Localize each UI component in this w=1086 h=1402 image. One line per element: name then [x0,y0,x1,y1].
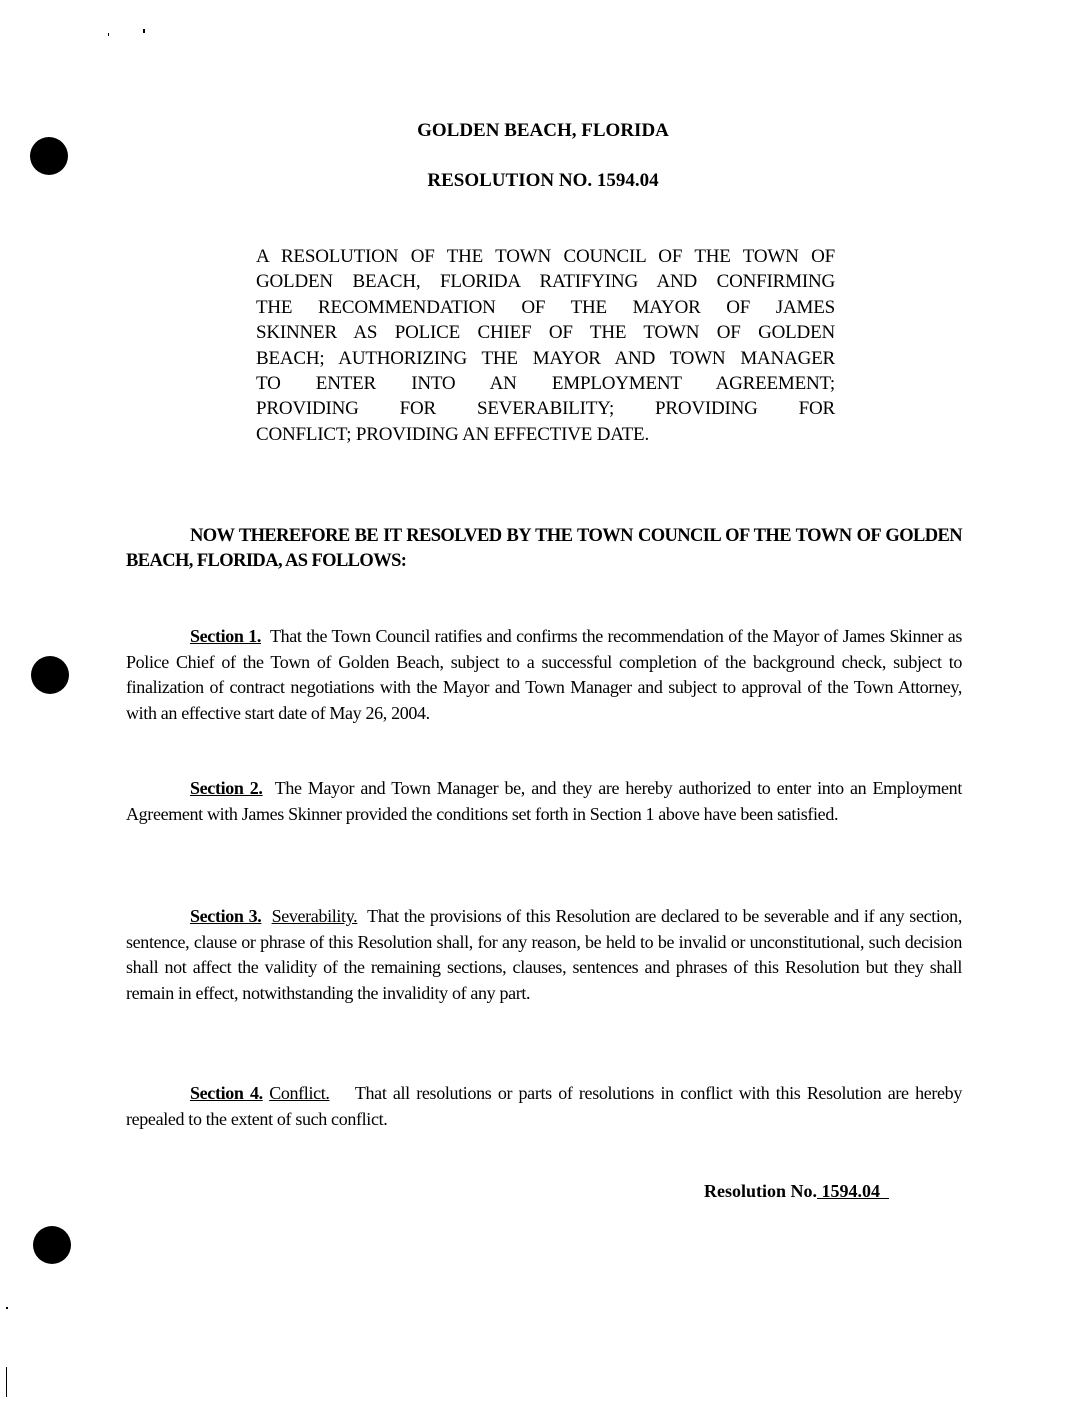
section-label: Section 1. [190,626,261,646]
resolved-clause-text: NOW THEREFORE BE IT RESOLVED BY THE TOWN COUNCIL OF THE TOWN OF GOLDEN BEACH, FLORIDA, AS FOLLOWS: [126,526,962,571]
section-2 [126,776,962,827]
resolved-clause [126,524,962,574]
section-body: That the Town Council ratifies and confirms the recommendation of the Mayor of James Skinner as Police Chief of the Town of Golden Beach, subject to a successful completion of the background check, subject to finalization of contract negotiations with the Mayor and Town Manager and subject to approval of the Town Attorney, with an effective start date of May 26, 2004. [126,626,962,723]
section-4 [126,1081,962,1132]
section-body: The Mayor and Town Manager be, and they are hereby authorized to enter into an Employment Agreement with James Skinner provided the conditions set forth in Section 1 above have been satisfied. [126,778,962,824]
footer-label: Resolution No. [704,1181,818,1201]
section-body: That the provisions of this Resolution are declared to be severable and if any section, sentence, clause or phrase of this Resolution shall, for any reason, be held to be invalid or unconstitutional, such decision shall not affect the validity of the remaining sections, clauses, sentences and phrases of this Resolution but they shall remain in effect, notwithstanding the invalidity of any part. [126,906,962,1003]
summary-line: THE RECOMMENDATION OF THE MAYOR OF JAMES [256,296,835,318]
municipality-heading: GOLDEN BEACH, FLORIDA [417,120,669,141]
scan-speck [6,1367,7,1397]
section-subtitle: Conflict. [269,1083,330,1103]
punch-hole [33,1226,71,1264]
summary-line: GOLDEN BEACH, FLORIDA RATIFYING AND CONFIRMING [256,271,835,293]
summary-line: SKINNER AS POLICE CHIEF OF THE TOWN OF GOLDEN [256,322,835,344]
section-label: Section 2. [190,778,263,798]
summary-line: CONFLICT; PROVIDING AN EFFECTIVE DATE. [256,423,649,445]
summary-line: BEACH; AUTHORIZING THE MAYOR AND TOWN MANAGER [256,347,835,369]
section-subtitle: Severability. [271,906,358,926]
summary-line: TO ENTER INTO AN EMPLOYMENT AGREEMENT; [256,373,835,395]
section-1 [126,624,962,726]
summary-line: A RESOLUTION OF THE TOWN COUNCIL OF THE TOWN OF [256,246,835,267]
section-body: That all resolutions or parts of resolutions in conflict with this Resolution are hereby repealed to the extent of such conflict. [126,1083,962,1129]
punch-hole [31,656,69,694]
resolution-number-heading: RESOLUTION NO. 1594.04 [427,170,659,191]
scan-speck [108,33,109,36]
section-label: Section 3. [190,906,262,926]
section-label: Section 4. [190,1083,263,1103]
summary-line: PROVIDING FOR SEVERABILITY; PROVIDING FOR [256,398,835,420]
scan-speck [143,29,145,33]
resolution-summary [256,244,835,447]
footer-resolution-number [704,1181,889,1202]
scan-speck [6,1307,8,1309]
footer-number: 1594.04 [817,1181,890,1201]
section-3 [126,904,962,1006]
